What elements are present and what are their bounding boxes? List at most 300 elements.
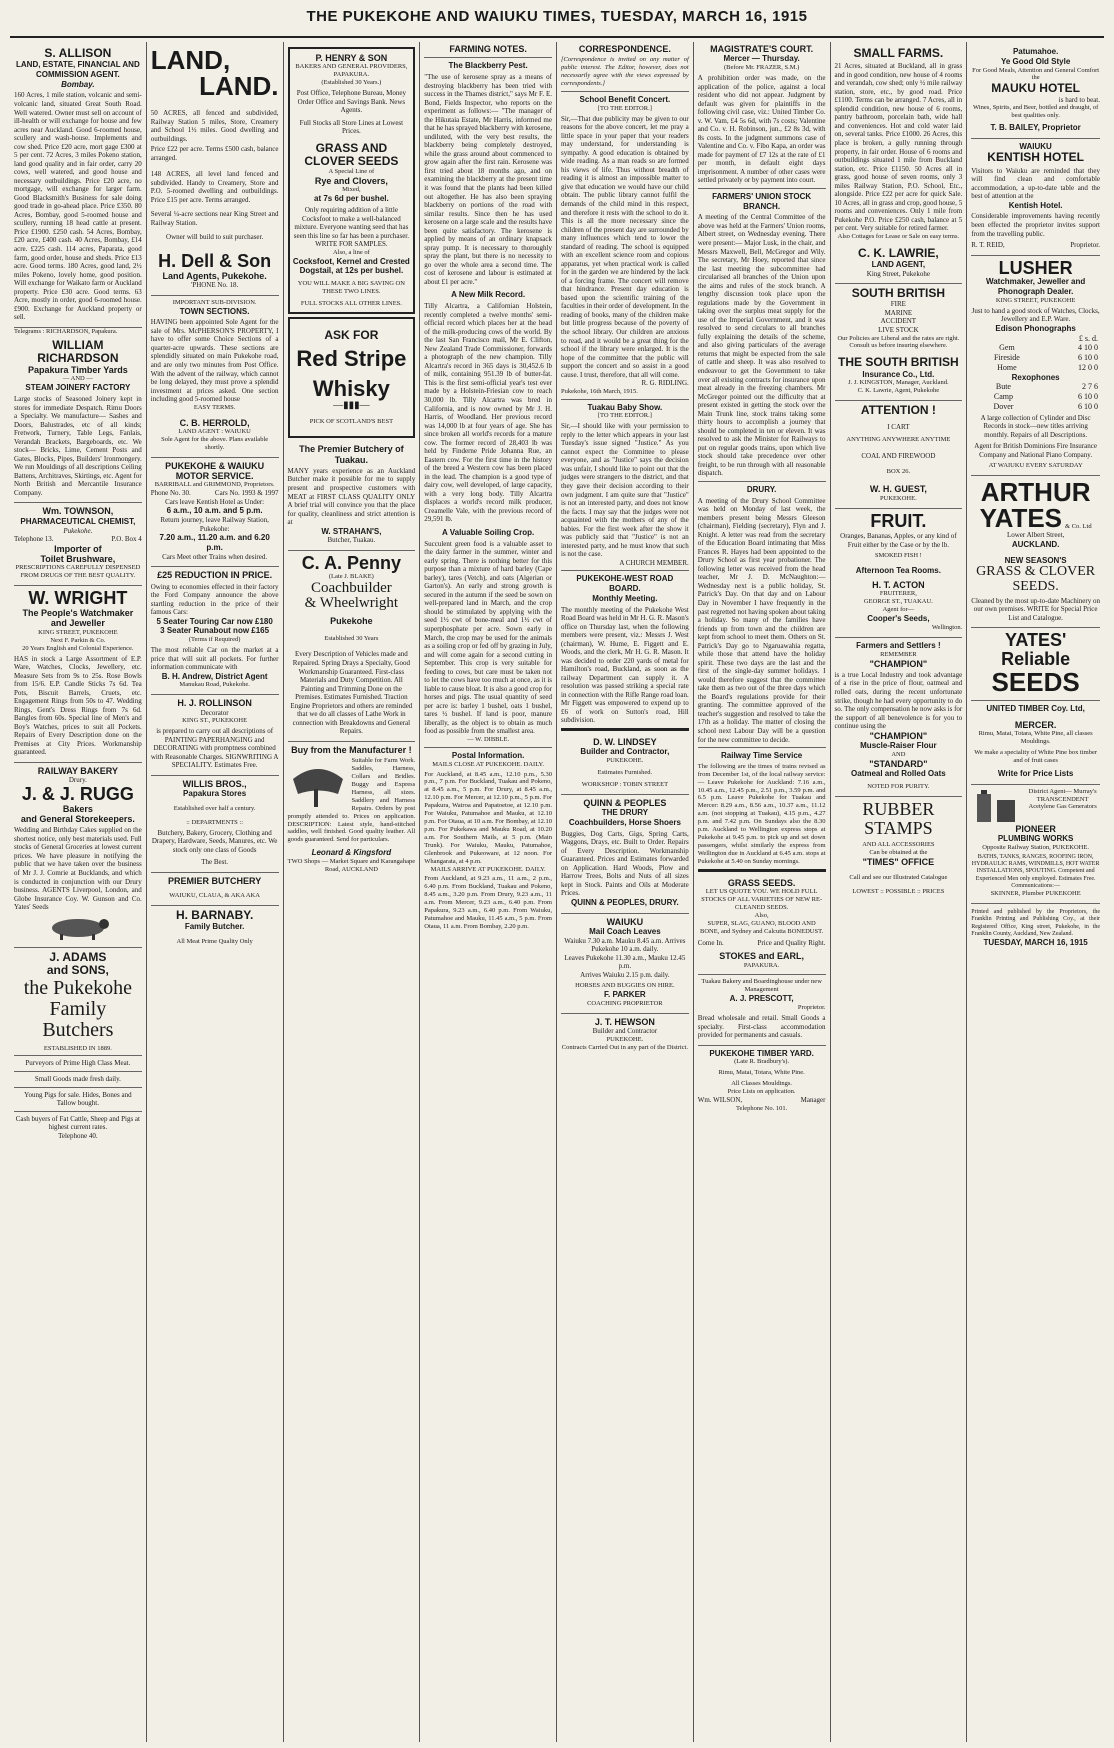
pioneer-title: PIONEER	[1015, 823, 1056, 834]
board-rule	[561, 570, 689, 571]
lawrie-name: C. K. LAWRIE,	[858, 245, 939, 260]
land-sections: Several ¼-acre sections near King Street and Railway Station.	[150, 210, 279, 227]
adams-ad	[14, 948, 142, 1145]
penny-sub2: & Wheelwright	[304, 595, 399, 612]
mauku-title: MAUKU HOTEL	[991, 81, 1080, 96]
quinn-sig: QUINN & PEOPLES, DRURY.	[571, 897, 679, 907]
premier-title: The Premier Butchery of Tuakau.	[299, 444, 404, 465]
willis-body: Butchery, Bakery, Grocery, Clothing and Drapery, Hardware, Seeds, Manures, etc. We stock only one class of Goods	[151, 828, 278, 854]
bakery-name: RAILWAY BAKERY	[37, 765, 118, 776]
prescott-body: Bread wholesale and retail. Small Goods a specialty. First-class accommodation provided for permanents and casuals.	[697, 1013, 826, 1040]
strahan-ad	[288, 441, 416, 551]
seeds-body: Only requiring addition of a little Cocksfoot to make a well-balanced mixture. Everyone wanting seed that has seen this line so far has been a purchaser. WRITE FOR SAMPLES.	[293, 206, 409, 249]
bute-price: 2 7 6	[1082, 382, 1098, 392]
stokes-town: PAPAKURA.	[743, 961, 780, 969]
seeds-mixed: Mixed,	[342, 186, 361, 194]
utc-spec: We make a speciality of White Pine box timber and of fruit cases	[974, 749, 1098, 764]
barnaby-name: H. BARNABY.	[175, 908, 254, 923]
strahan-sub: Butcher, Tuakau.	[327, 536, 376, 545]
baby-body: Sir,—I should like with your permission to reply to the letter which appears in your last Tuesday's issue signed "Justice." As you cannot expect the Committee to please everyone, and as "Justice" says the decision was unfair, I should like to point out that the judges were strangers to the district, and that they gave their decision according to their own judgment. I am quite sure that "Justice" is not an interested party, and does not know the facts. I may say that the judges were not acquainted with the mothers of any of the babies. For the first week after the show it was publicly said that "Justice" is not an interested party, and he must know that such is not the case.	[561, 422, 689, 559]
reduction-agent: B. H. Andrew, District Agent	[161, 671, 268, 681]
home: Home	[997, 362, 1017, 372]
yates-addr: Lower Albert Street,	[1006, 531, 1065, 540]
utc-body: Rimu, Matai, Totara, White Pine, all classes Mouldings.	[978, 730, 1093, 746]
postal-mails: MAILS CLOSE AT PUKEKOHE. DAILY.	[432, 760, 545, 768]
kentish-title: KENTISH HOTEL	[987, 150, 1084, 165]
prescott-prop: Proprietor.	[797, 1004, 826, 1012]
lusher-addr: KING STREET, PUKEKOHE	[995, 296, 1076, 304]
fruit-fish: SMOKED FISH !	[874, 552, 922, 560]
champ-body: is a true Local Industry and took advantage of a rise in the price of flour, oatmeal and rolled oats, during the recent unfortunate strike, though he had every opportunity to do so. The only compensation he now asks is for the support of all benevolence is for you to continue using the	[834, 670, 963, 731]
fireside: Fireside	[994, 353, 1020, 363]
milk-title: A New Milk Record.	[451, 290, 526, 300]
corr-rule	[561, 91, 689, 92]
blackberry-title: The Blackberry Pest.	[448, 61, 528, 71]
acton-seeds: Cooper's Seeds,	[867, 614, 930, 624]
rollinson-ad	[151, 695, 279, 775]
column-5	[557, 42, 694, 1742]
utc-write: Write for Price Lists	[997, 768, 1074, 778]
table-row	[971, 363, 1100, 373]
kentish-name: Kentish Hotel.	[1008, 200, 1063, 210]
yard-mould: All Classes Mouldings.	[731, 1080, 793, 1088]
column-7	[831, 42, 968, 1742]
adams-rule-2	[14, 1071, 142, 1072]
seeds-also: Also, a line of	[332, 248, 370, 256]
yates2-seeds: SEEDS	[991, 667, 1080, 698]
willis-name: WILLIS BROS.,	[182, 778, 247, 789]
quinn-name: QUINN & PEOPLES	[583, 797, 667, 808]
seeds-special: A Special Line of	[328, 168, 375, 176]
lsd: £ s. d.	[1078, 333, 1098, 343]
willis-best: The Best.	[201, 858, 229, 867]
rollinson-name: H. J. ROLLINSON	[177, 698, 252, 709]
land-ad	[151, 44, 279, 296]
champ-std: "STANDARD"	[869, 758, 928, 769]
richardson-name: WILLIAM RICHARDSON	[37, 337, 119, 365]
rubber-acc: AND ALL ACCESSORIES	[862, 841, 935, 849]
strahan-name: W. STRAHAN'S,	[321, 526, 382, 536]
masthead: THE PUKEKOHE AND WAIUKU TIMES, TUESDAY, MARCH 16, 1915	[10, 8, 1104, 38]
henry-stocks: Full Stocks all Store Lines at Lowest Prices.	[299, 118, 404, 136]
wright-sub: The People's Watchmaker and Jeweller	[22, 608, 134, 629]
motor-leave: Cars leave Kentish Hotel as Under:	[165, 497, 265, 506]
reduction-body: Owing to economies effected in their factory the Ford Company announce the above startling reduction in the price of their famous Cars:	[150, 582, 279, 617]
baby-rule	[561, 399, 689, 400]
wright-years: 20 Years English and Colonial Experience.	[22, 644, 134, 652]
concert-sig: R. G. RIDLING.	[641, 379, 689, 388]
yard-price: Price Lists on application.	[727, 1088, 796, 1096]
rollinson-addr: KING ST., PUKEKOHE	[182, 717, 248, 725]
penny-est: Established 30 Years	[324, 634, 379, 642]
prescott-name: A. J. PRESCOTT,	[729, 994, 794, 1004]
land-body2: 148 ACRES, all level land fenced and subdivided. Handy to Creamery, Store and P.O. 5-roomed dwelling and outbuildings. Price £15 per acre. Terms arranged.	[150, 170, 279, 204]
dell-sub: Land Agents, Pukekohe.	[162, 270, 267, 281]
adams-purv: Purveyors of Prime High Class Meat.	[25, 1059, 131, 1068]
grass-price: Price and Quality Right.	[757, 938, 826, 947]
baby-sig: A CHURCH MEMBER.	[619, 558, 689, 567]
drury-title: DRURY.	[746, 484, 777, 494]
champion-ad	[835, 638, 963, 797]
rubber-office: "TIMES" OFFICE	[862, 857, 935, 868]
utc-name: UNITED TIMBER Coy. Ltd,	[986, 704, 1085, 714]
farmers-rule	[698, 188, 826, 189]
kentish-ad	[971, 139, 1100, 256]
column-1	[10, 42, 147, 1742]
quinn-ad	[561, 795, 689, 914]
townson-ad	[14, 503, 142, 586]
board-sub: Monthly Meeting.	[592, 593, 658, 603]
land-title-1: LAND,	[150, 45, 231, 75]
sbi-sub: Insurance Co., Ltd.	[862, 369, 935, 379]
yates-body: Cleaned by the most up-to-date Machinery on our own premises. WRITE for Special Price List and Catalogue.	[971, 596, 1100, 622]
wright-body: HAS in stock a Large Assortment of E.P. Ware, Watches, Clocks, Jewellery, etc. Measure Sets from 9s to 25s. Rose Bowls from 15/6. E.P. Candle Sticks 7s 6d. Tea Pots, Biscuit Barrels, Cruets, etc. Engagement Rings from 50s to 47. Wedding Rings, Gent's Dress Rings from 7s 6d. Bangles from 60s. Special line of Men's and Boy's Watches, prices to suit all Pockets. Repairs of Every Description done on the Premises at City Prices. Workmanship guaranteed.	[14, 654, 142, 757]
adams-pigs: Young Pigs for sale. Hides, Bones and Tallow bought.	[24, 1090, 132, 1108]
whisky-ad	[288, 317, 416, 438]
railway-title: Railway Time Service	[721, 751, 803, 761]
soiling-title: A Valuable Soiling Crop.	[442, 527, 535, 537]
quinn-town: THE DRURY	[601, 808, 649, 818]
att-body: ANYTHING ANYWHERE ANYTIME	[846, 435, 951, 443]
lawrie-addr: King Street, Pukekohe	[866, 269, 930, 278]
imprint-text: Printed and published by the Proprietors, the Franklin Printing and Publishing Coy., at their Registered Office, King street, Pukekohe, in the Franklin County, Auckland, New Zealand.	[971, 909, 1100, 938]
imprint	[971, 904, 1100, 953]
motor-name: PUKEKOHE & WAIUKU MOTOR SERVICE.	[165, 460, 265, 482]
rubber-ad	[835, 797, 963, 901]
reduction-terms: (Terms if Required)	[188, 636, 241, 644]
barnaby-meat: All Meat Prime Quality Only	[176, 938, 253, 946]
yates2-rel: Reliable	[1001, 649, 1071, 670]
court-sub: Mercer — Thursday.	[723, 54, 800, 64]
grass-title: GRASS SEEDS.	[727, 877, 796, 888]
edison: Edison Phonographs	[995, 323, 1076, 333]
yard-mgr: Manager	[800, 1096, 826, 1104]
pioneer-sub: PLUMBING WORKS	[997, 833, 1074, 843]
adams-name2: and SONS,	[46, 963, 109, 978]
acton-name: H. T. ACTON	[872, 580, 925, 591]
grass-also: Also,	[754, 911, 769, 919]
herrold-body: HAVING been appointed Sole Agent for the sale of Mrs. McPHERSON'S PROPERTY, I have to offer some Choice Sections of a quarter-acre upwards. These sections are splendidly situated on main Pukekohe road, and are only two minutes from Post Office. With the advent of the railway, which cannot be long delayed, they must prove a splendid investment at prices asked. One section including good 5-roomed house	[150, 318, 279, 404]
richardson-sub1: Papakura Timber Yards	[28, 365, 128, 376]
postal-rule	[424, 747, 552, 748]
adams-rule-1	[14, 1055, 142, 1056]
reduction-ad	[151, 567, 279, 695]
whisky-name: Whisky	[312, 376, 390, 402]
grass-manures: SUPER, SLAG, GUANO, BLOOD AND BONE, and Sydney and Calcutta BONEDUST.	[700, 919, 824, 935]
concert-date: Pukekohe, 16th March, 1915.	[561, 387, 638, 395]
table-row	[971, 382, 1100, 392]
willis-est: Established over half a century.	[173, 804, 256, 812]
table-row	[971, 392, 1100, 402]
motor-props: BARRIBALL and GRIMMOND, Proprietors.	[154, 481, 275, 489]
lindsey-work: WORKSHOP : TOBIN STREET	[581, 780, 669, 788]
buy-title: Buy from the Manufacturer !	[291, 744, 412, 755]
land-title-2: LAND.	[199, 71, 279, 101]
rugg-name: J. & J. RUGG	[21, 783, 134, 804]
hewson-body: Contracts Carried Out in any part of the District.	[561, 1043, 688, 1051]
townson-box: P.O. Box 4	[111, 535, 142, 544]
camp-price: 6 10 0	[1078, 392, 1098, 402]
table-row	[971, 343, 1100, 353]
camp: Camp	[993, 392, 1013, 402]
adams-rule-4	[14, 1111, 142, 1112]
rugg-sub1: Bakers	[62, 803, 93, 814]
dover: Dover	[993, 401, 1014, 411]
tea-title: Afternoon Tea Rooms.	[855, 566, 941, 576]
lawrie-sub: LAND AGENT,	[871, 259, 926, 269]
rugg-body: Wedding and Birthday Cakes supplied on the shortest notice, only best materials used. Full stocks of General Groceries at lowest current prices. We have pleasure in notifying the public that we have taken over the business of Mr J. J. Comrie at Bucklands, and which is conducted in conjunction with our Drury business. AGENTS Liverpool, London, and Globe Insurance Coy. W. Gunson and Co. Yates' Seeds	[14, 826, 142, 912]
concert-body: Sir,—That due publicity may be given to our reasons for the above concert, let me pray a little space in your paper that your readers may understand, for understanding is sympathy. A good education is obtained by wide reading. As a man reads so are formed his views of life. Thus without breadth of reading it is almost an impossible matter to give that education we would have our child obtain. The public library cannot fulfil the demands of the child mind in this respect, and therefore it rests with the school to do it. This is all the more necessary since the children of the present day are surrounded by many influences which tend to lower the standard of reading. The school is equipped with an excellent science room and copious apparatus, yet when practical work is called for in the garden we are hindered by the lack of a forcing frame. The concert will remove that hindrance. Present day education is based upon the scientific training of the faculties in their order of development. In the reading of books, many of the children make but little progress because of the poverty of the school library. Our children are anxious to read, and it would be a great thing for the school if the library were enlarged. It is the hope of the committee that the public will support the concert and so assist in a good cause. I trust, therefore, that all will come.	[561, 114, 689, 379]
reduction-addr: Manukau Road, Pukekohe.	[179, 681, 250, 689]
soiling-sig: — W. DIBBLE.	[467, 735, 510, 743]
milk-body: Tilly Alcartra, a Californian Holstein, recently completed a twelve months' semi-official record which places her at the head of the milk-producing cows of the world. By the last San Francisco mail, Mr E. Clifton, New Zealand Trade Commissioner, forwards a photograph of the new champion. Tilly Alcartra's record in 365 days is 30,452.6 lb of milk, containing 951.39 lb of butter-fat. This is the first semi-official year's test ever made by a Holstein-Friesian cow to reach 30,000 lb. Tilly Alcartra was bred in California, and is now owned by Mr J. H. Harris, of Woodland. Her previous record was 14,000 lb at four years of age. She has since broken all world's records for a mature cow. The former record of 28,403 lb was held by Finderne Pride Johanna Rue, an Eastern cow. For the first time in the history of the breed a Western cow has been placed in the lead. The champion is a good type of dairy cow, well developed, of large capacity, with a very long body. Tilly Alcartra displaces a world's record milk producer, Creamelle Vale, with the previous record of 29,591 lb.	[424, 302, 552, 524]
bakery-town: Drury.	[68, 776, 87, 785]
yard-sig-row	[698, 1096, 826, 1105]
hewson-ad	[561, 1014, 689, 1057]
dell-phone: 'PHONE No. 18.	[191, 281, 239, 290]
henry-body: Post Office, Telephone Bureau, Money Order Office and Savings Bank. News Agents.	[296, 89, 407, 115]
buy-body: Suitable for Farm Work. Saddles, Harness, Collars and Bridles. Buggy and Express Harness, all sizes. Saddlery and Harness Repairs. Orders by post promptly attended to. Prices on application. DESCRIPTION: Latest style, hand-stitched saddles, well finished. Good quality leather. All goods guaranteed. Send for particulars.	[287, 757, 416, 844]
gem-price: 4 10 0	[1078, 343, 1098, 353]
acton-sub: FRUITERER,	[879, 590, 917, 598]
wright-name: W. WRIGHT	[28, 588, 128, 609]
farming-title: FARMING NOTES.	[449, 44, 527, 54]
baby-title: Tuakau Baby Show.	[587, 402, 663, 412]
penny-sub1: Coachbuilder	[310, 579, 392, 596]
patu-sub2: For Good Meals, Attention and General Comfort the	[972, 66, 1100, 82]
sbi-mgr: J. J. KINGSTON, Manager, Auckland.	[848, 379, 949, 387]
adams-name3: the Pukekohe	[23, 976, 133, 999]
adams-name1: J. ADAMS	[49, 950, 107, 965]
concert-to: [TO THE EDITOR.]	[597, 104, 652, 112]
reid-prop: Proprietor.	[1070, 241, 1100, 250]
champ-name2: "CHAMPION"	[869, 730, 928, 741]
court-body: A prohibition order was made, on the application of the police, against a local resident who did not appear. Judgment by default was given for plaintiffs in the following civil case, viz.: United Timber Co. v. W. Vam, £4 5s 6d, with 7s costs; Valentine and Co. v. H. Robinson, jun., £2 8s 3d, with 8s costs. In the judgment summons case of Valentine and Co. v. Fibo Kapa, an order was made for payment of £7 12s at the rate of £1 per month, in default eight days imprisonment. A number of other cases were settled privately or by payment into court.	[697, 74, 826, 185]
land-owner: Owner will build to suit purchaser.	[166, 233, 264, 242]
penny-ad	[288, 551, 416, 742]
corr-note: [Correspondence is invited on any matter of public interest. The Editor, however, does not necessarily agree with the views expressed by correspondents.]	[561, 56, 689, 88]
whisky-ornament-icon: —▮▮▮—	[333, 400, 370, 412]
buy-ad	[288, 742, 416, 879]
yates-co: & Co. Ltd	[1065, 523, 1092, 531]
acton-agent: Agent for—	[882, 606, 915, 614]
willis-dept: :: DEPARTMENTS ::	[186, 818, 244, 826]
saddle-illustration	[288, 759, 348, 809]
herrold-ad	[151, 296, 279, 458]
adams-est: ESTABLISHED IN 1889.	[43, 1044, 112, 1052]
pioneer-ad	[971, 785, 1100, 905]
kentish-body: Visitors to Waiuku are reminded that they will find clean and comfortable accommodation, a up-to-date table and the best of attention at the	[971, 166, 1100, 201]
bute: Bute	[995, 382, 1011, 392]
henry-name: P. HENRY & SON	[315, 53, 388, 63]
imprint-date: TUESDAY, MARCH 16, 1915	[983, 938, 1088, 948]
prescott-ad	[698, 975, 826, 1045]
allison-town: Bombay.	[61, 79, 95, 89]
attention-ad	[835, 401, 963, 508]
sb-fire: FIRE	[890, 300, 906, 309]
sbi-title: THE SOUTH BRITISH	[838, 355, 959, 370]
penny-late: (Late J. BLAKE)	[328, 572, 374, 580]
land-body1: 50 ACRES, all fenced and subdivided, Railway Station 5 miles, Store, Creamery and School 1½ miles. Good dwelling and outbuildings.	[150, 109, 279, 143]
att-box: BOX 26.	[886, 468, 911, 476]
waiuku-title: WAIUKU	[606, 916, 644, 927]
seeds-saving: YOU WILL MAKE A BIG SAVING ON THESE TWO LINES.	[297, 280, 405, 296]
fruit-body: Oranges, Bananas, Apples, or any kind of Fruit either by the Case or by the lb.	[840, 532, 957, 549]
motor-return: Return journey, leave Railway Station, Pukekohe:	[160, 516, 269, 533]
reduction-note: The most reliable Car on the market at a price that will suit all pockets. For further information communicate with	[150, 646, 279, 672]
rugg-ad	[14, 763, 142, 948]
generator-illustration	[971, 788, 1021, 824]
lindsey-ad	[561, 734, 689, 795]
champ-name: "CHAMPION"	[869, 658, 928, 669]
quinn-sub: Coachbuilders, Horse Shoers	[568, 817, 681, 827]
att-coal: COAL AND FIREWOOD	[861, 451, 936, 460]
patu-town: Patumahoe.	[1012, 47, 1059, 56]
motor-contact-row	[151, 489, 279, 498]
champ-and: AND	[891, 750, 906, 758]
kentish-body2: Considerable improvements having recently been effected the proprietor invites support from the travelling public.	[971, 212, 1100, 238]
rugg-sub2: and General Storekeepers.	[20, 813, 135, 824]
small-farms-ad	[835, 44, 963, 284]
lindsey-town: PUKEKOHE.	[606, 757, 644, 765]
premier-name: PREMIER BUTCHERY	[168, 875, 262, 886]
acton-addr: GEORGE ST., TUAKAU.	[863, 598, 933, 606]
edison-price-table	[971, 334, 1100, 373]
south-british-ad	[835, 284, 963, 401]
kentish-town: WAIUKU	[1019, 141, 1052, 151]
waiuku-sub: Mail Coach Leaves	[589, 927, 661, 937]
seeds-full: FULL STOCKS ALL OTHER LINES.	[300, 300, 402, 307]
sb-title: SOUTH BRITISH	[851, 286, 946, 301]
hewson-town: PUKEKOHE.	[606, 1035, 644, 1043]
richardson-sub2: STEAM JOINERY FACTORY	[25, 383, 131, 393]
townson-body: PRESCRIPTIONS CAREFULLY DISPENSED FROM DRUGS OF THE BEST QUALITY.	[15, 564, 141, 580]
yard-body: Rimu, Matai, Totara, White Pine.	[718, 1069, 805, 1077]
waiuku-ad	[561, 914, 689, 1014]
allison-body: 160 Acres, 1 mile station, volcanic and semi-volcanic land, situated Great South Road. Well watered. Owner must sell on account of ill-health or will exchange for house and few acres near Auckland. Good 6-roomed house, scullery and wash-house. Implements and cow shed. Price £20 acre, mort gage £300 at 5 per cent. 72 Acres, 3 miles Pokeno station, land good quality and in fair order, carry 20 cows, well watered, and good house and necessary outbuildings. Price £20 acre, no mortgage, will exchange for larger farm. Good Blacksmith's Business for sale doing good trade in go-ahead place. Price £350. 80 Acres, Bombay, good 5-roomed house and scullery, running 18 head cattle at present. Price £1900. £250 cash. 54 Acres, Bombay, £20 acre, £400 cash. 40 Acres, Bombay, £14 acre. £225 cash. 114 acres, Paparata, good farm, good order, house and sheds. Price £13 acre. Good terms. 180 Acres, good land, 2½ miles Pokeno, lovely home, good position. Will exchange for Waikato farm or Auckland property. Price £30 acre. Good terms. 63 Acre, mostly in order, good 6-roomed house. £900. Exchange for Auckland property or sell.	[14, 91, 142, 322]
att-cart: I CART	[887, 423, 910, 432]
champ-oat: Oatmeal and Rolled Oats	[851, 769, 946, 778]
bailey: T. B. BAILEY, Proprietor	[990, 122, 1081, 132]
lusher-ad	[971, 256, 1100, 477]
rollinson-body: is prepared to carry out all descriptions of PAINTING PAPERHANGING and DECORATING with promptness combined with Reasonable Charges. SIGNWRITING A SPECIALITY. Estimates Free.	[150, 727, 279, 770]
town-sections: TOWN SECTIONS.	[179, 306, 250, 316]
adams-goods: Small Goods made fresh daily.	[34, 1075, 121, 1083]
yates-gc: GRASS & CLOVER SEEDS.	[976, 564, 1096, 595]
leonard-addr: TWO Shops — Market Square and Karangahape Road, AUCKLAND	[287, 858, 416, 873]
gem: Gem	[999, 343, 1015, 353]
small-also: Also Cottages for Lease or Sale on easy terms.	[837, 232, 960, 240]
wright-next: Next F. Parkin & Co.	[50, 636, 106, 644]
small-body: 21 Acres, situated at Buckland, all in grass and in good condition, new house of 4 rooms and verandah, cow shed; only ½ mile railway station, store, etc., by good road. Price £1100. Terms can be arranged. 7 Acres, all in splendid condition, new house of 6 rooms, pantry bathroom, porcelain bath, wide hall and conveniences. Hot and cold water laid on, several tanks. Price £1000. 26 Acres, this place is broken, a gully running through property, in fair order. House of 6 rooms and outbuildings situated 1 mile from Buckland station, etc. Price £1150. 50 Acres all in grass, good house of seven rooms, only 3 miles Railway Station, P.O. School, Etc., alongside. Price £22 per acre for quick Sale. 10 Acres, all in grass and crop, good house, 5 rooms and conveniences. Only 1 mile from Pukekohe P.O. Price £250 cash, balance at 5 per cent. Very suitable for retired farmer.	[834, 62, 963, 233]
farming-rule	[424, 57, 552, 58]
parker-name: F. PARKER	[604, 990, 646, 1000]
mauku-hard: is hard to beat.	[1058, 95, 1100, 104]
waiuku-horses: HORSES AND BUGGIES ON HIRE.	[575, 982, 675, 990]
strahan-body: MANY years experience as an Auckland Butcher make it possible for me to supply present and prospective customers with MEAT at FIRST CLASS QUALITY ONLY A brief trial will convince you that the place for quality, cleanliness and strict attention is at	[287, 466, 416, 527]
mauku-body: Wines, Spirits, and Beer, bottled and draught, of best qualities only.	[972, 104, 1099, 119]
penny-name: C. A. Penny	[301, 552, 402, 573]
richardson-body: Large stocks of Seasoned Joinery kept in stores for immediate Despatch. Rimu Doors a Specialty. We manufacture— Sashes and Doors, Balustrades, etc of all kinds; Fretwork, Turnery, Table Legs, Fanlais, Verandah Brackets, Bargeboards, etc. We stock— Bricks, Lime, Cement Posts and Gates, Blocks, Pipes, Builders' Ironmongery. We run Mouldings of all descriptions Ceiling Battens, Architraves, Skirtings, etc. Agent for North British and Mercantile Insurance Company.	[14, 395, 142, 497]
penny-body: Every Description of Vehicles made and Repaired. Spring Drays a Specialty, Good Workmanship Guaranteed. First-class Materials and Duty Competition. All Painting and Trimming Done on the Premises. Estimates Furnished. Traction Engine Proprietors and others are reminded that we do all classes of Lathe Work in connection with Breakdowns and General Repairs.	[290, 650, 413, 736]
penny-town: Pukekohe	[330, 616, 373, 627]
wright-addr: KING STREET, PUKEKOHE	[38, 628, 118, 636]
column-3	[284, 42, 421, 1742]
herrold-name: C. B. HERROLD,	[179, 417, 250, 428]
barnaby-ad	[151, 906, 279, 951]
yates-name1: ARTHUR	[980, 477, 1091, 508]
yard-ad	[698, 1046, 826, 1118]
townson-tel: Telephone 13.	[14, 535, 54, 544]
fruit-title: FRUIT.	[870, 510, 927, 531]
court-title: MAGISTRATE'S COURT.	[710, 44, 814, 54]
mauku-ad	[971, 44, 1100, 139]
rubber-obt: Can be obtained at the	[869, 849, 928, 857]
postal-body2: From Auckland, at 9.23 a.m., 11 a.m., 2 p.m., 6.40 p.m. From Buckland, Tuakau and Pokeno, 8.45 a.m., 3.20 p.m. From Drury, 9.23 a.m., 11 a.m. From Mercer, 9.23 a.m., 6.40 p.m. From Papakura, 9.23 a.m., 6.40 p.m. From Waiuku, Patumahoe and Mauku, 11.45 a.m., 5 p.m. From Otaua, 11 a.m. From Bombay, 2.20 p.m.	[424, 875, 552, 931]
herrold-agent: Sole Agent for the above. Plans available shortly.	[161, 435, 269, 451]
whisky-pick: PICK OF SCOTLAND'S BEST	[309, 418, 394, 426]
sb-body: Our Policies are Liberal and the rates are right. Consult us before insuring elsewhere.	[837, 334, 960, 350]
blackberry-body: "The use of kerosene spray as a means of destroying blackberry has been tried with success in the Thames district," says Mr F. E. Bond, Fields Inspector, who reports on the experiment as follows:— "The manager of the Hikutaia Estate, Mr Harris, informed me that he has sprayed blackberry with kerosene, undiluted, with the very best results, the blackberry being completely destroyed, while the grass around about commenced to grow again after the first rain. Kerosene was first tried about 18 months ago, and on examining the blackberry at the present time it was found that the plants had been killed out altogether. He has also been spraying blackberry on portions of the road with similar results. Since then he has used kerosene on a large scale and the results have been quite satisfactory. The kerosene is applied by means of an ordinary knapsack spray pump. It is necessary to thoroughly spray the plant, but there is no necessity to go over the whole area a second time. The cost of kerosene and labour is estimated at about £1 per acre."	[424, 73, 552, 286]
motor-cars: Cars No. 1993 & 1997	[214, 489, 279, 498]
champ-remember: REMEMBER	[880, 650, 917, 658]
board-body: The monthly meeting of the Pukekohe West Road Board was held in Mr H. G. R. Mason's office on Thursday last, when the following members were present, viz.: Messrs J. West (chairman), W. Hume, E. Figgett and E. Woods, and the clerk, Mr H. G. R. Mason. It was decided to order 220 yards of metal for Hamilton's road, Buckland, as soon as the railway Department can supply it. A resolution was passed striking a special rate in connection with the Rifle Range road loan. Mr Figgett was empowered to expend up to £6 of work on Sutton's road, Hill subdivision.	[561, 605, 689, 725]
column-2	[147, 42, 284, 1742]
allison-tel: Telegrams : RICHARDSON, Papakura.	[14, 327, 118, 335]
rexo: Rexophones	[1011, 372, 1060, 382]
waiuku-body: Waiuku 7.30 a.m. Mauku 8.45 a.m. Arrives Pukekohe 10 a.m. daily.	[564, 936, 686, 954]
att-title: ATTENTION !	[860, 403, 936, 418]
townson-sub: PHARMACEUTICAL CHEMIST,	[20, 516, 136, 526]
henry-sub: BAKERS AND GENERAL PROVIDERS, PAPAKURA.	[295, 63, 408, 79]
soiling-body: Succulent green food is a valuable asset to the dairy farmer in the summer, winter and early spring. There is nothing better for this purpose than a mixture of hard barley (Cape barley), tares (Vetch), and oats (Algerian or Garton's). An early and strong growth is secured in the autumn if the seed be sown on well-prepared land in March, and the crop should be stimulated by applying with the seed 1½ cwt of bone-meal and 1½ cwt of superphosphate per acre. Sown early in March, the crop may be used for the animals as a soiling crop or fed off by grazing in July, and will come again for a second cutting in September. This crop is very suitable for feeding to cows, but care must be taken not to let the cows have too much at once, as it is liable to cause bloat. It is also a good crop for horses and pigs. The usual quantity of seed per acre is: barley 1 bushel, oats 1 bushel, tares ½ bushel. If land is poor, manure liberally, as the object is to obtain as much food as possible from the smallest area.	[424, 539, 552, 736]
seeds-cock: Cocksfoot, Kernel and Crested Dogstail, at 12s per bushel.	[292, 256, 410, 276]
pioneer-body: BATHS, TANKS, RANGES, ROOFING IRON, HYDRAULIC RAMS, WINDMILLS, HOT WATER INSTALLATIONS, SPOUTING. Competent and Experienced Men only employed. Estimates Free. Communications:—	[971, 853, 1100, 889]
premier-addr: WAIUKU, CLAUA, & AKA AKA	[169, 892, 260, 900]
court-before: (Before Mr. FRAZER, S.M.)	[723, 64, 800, 72]
grass-bottom-row	[698, 939, 826, 948]
adams-rule-3	[14, 1087, 142, 1088]
allison-name: S. ALLISON	[44, 46, 112, 60]
dover-price: 6 10 0	[1078, 401, 1098, 411]
seeds-rye: Rye and Clovers,	[314, 176, 388, 187]
home-price: 12 0 0	[1078, 362, 1098, 372]
patu-sub: Ye Good Old Style	[1000, 56, 1071, 66]
yates-new: NEW SEASON'S	[1004, 555, 1067, 565]
postal-body: For Auckland, at 8.45 a.m., 12.10 p.m., 5.30 p.m., 7 p.m. For Buckland, Tuakau and Pokeno, at 8.45 a.m., 5 p.m. For Drury, at 8.45 a.m., 12.10 p.m. For Mercer, at 12.10 p.m., 5 p.m. For Papakura, Wairoa and Papatoetoe, at 12.10 p.m. For Waiuku, Patumahoe and Mauku, at 12.10 p.m. For Otaua, at 10 a.m. For Bombay, at 12.10 p.m. For Pukekawa and Mauku Road, at 10.20 a.m. For Southern Mails, at 5 p.m. (Main Trunk). For Waiuku, Mauku, Patumahoe, Glenbrook and Pukeoware, at 12 noon. For Whangarata, at 4 p.m.	[424, 770, 552, 865]
postal-arrive: MAILS ARRIVE AT PUKEKOHE. DAILY.	[430, 865, 546, 873]
seeds-price: at 7s 6d per bushel.	[314, 194, 389, 204]
acton-town: Wellington.	[931, 623, 963, 631]
lusher-sub: Watchmaker, Jeweller and Phonograph Dealer.	[985, 277, 1086, 297]
grass-ad	[698, 875, 826, 976]
willis-sub: Papakura Stores	[183, 789, 247, 799]
reid-row	[971, 241, 1100, 250]
allison-sub: LAND, ESTATE, FINANCIAL AND COMMISSION AGENT.	[16, 60, 140, 79]
leonard-name: Leonard & Kingsford	[311, 848, 392, 858]
champ-noted: NOTED FOR PURITY.	[867, 782, 930, 790]
rubber-call: Call and see our Illustrated Catalogue	[849, 873, 948, 881]
baby-to: [TO THE EDITOR.]	[597, 412, 652, 420]
dell-name: H. Dell & Son	[158, 250, 272, 271]
townson-name: Wm. TOWNSON,	[42, 506, 114, 517]
motor-meet: Cars Meet other Trains when desired.	[162, 552, 268, 561]
yates-name-row	[971, 503, 1100, 534]
lusher-title: LUSHER	[998, 257, 1073, 278]
waiuku-leaves: Leaves Pukekohe 11.30 a.m., Mauku 12.45 p.m.	[564, 953, 686, 971]
reduction-5: 5 Seater Touring Car now £180	[156, 616, 273, 626]
board-heavy-rule	[561, 728, 689, 731]
